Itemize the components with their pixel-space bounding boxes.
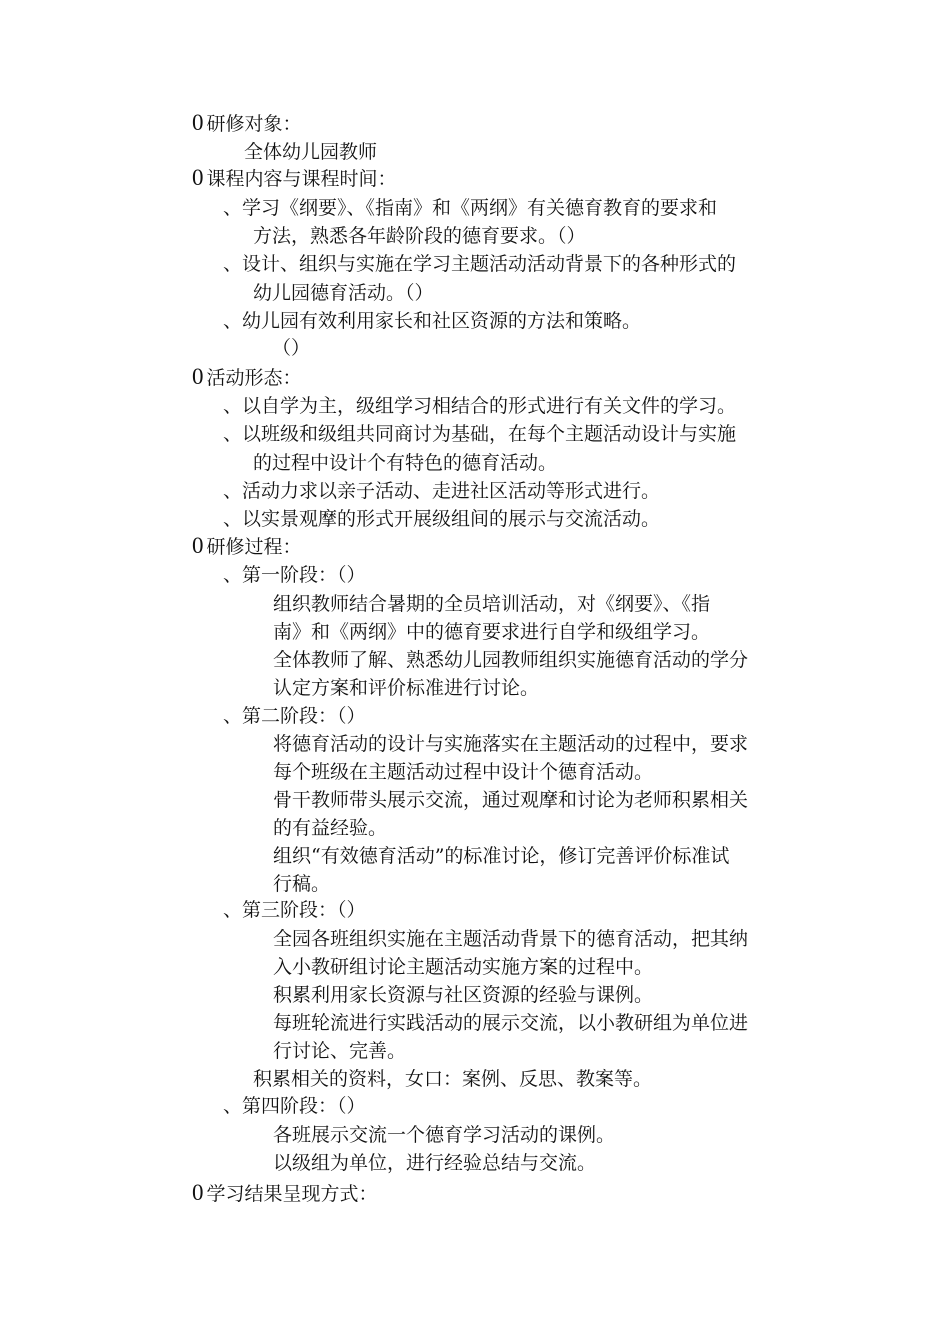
list-item: 、以实景观摩的形式开展级组间的展示与交流活动。 [223, 508, 661, 530]
list-item: 、幼儿园有效利用家长和社区资源的方法和策略。 [223, 310, 642, 332]
text-line: 入小教研组讨论主题活动实施方案的过程中。 [273, 956, 654, 978]
section-marker: 0 [192, 165, 204, 190]
section-heading-course-content [192, 165, 397, 192]
list-item: 、活动力求以亲子活动、走进社区活动等形式进行。 [223, 480, 661, 502]
text-line: 每班轮流进行实践活动的展示交流，以小教研组为单位进 [273, 1012, 749, 1034]
section-title: 学习结果呈现方式： [206, 1183, 378, 1205]
section-marker: 0 [192, 364, 204, 389]
list-item: 、以自学为主，级组学习相结合的形式进行有关文件的学习。 [223, 395, 737, 417]
text-line: 行稿。 [273, 873, 331, 895]
text-line: 认定方案和评价标准进行讨论。 [273, 677, 540, 699]
list-item: 、以班级和级组共同商讨为基础，在每个主题活动设计与实施 [223, 423, 737, 445]
stage-heading: 、第四阶段：（） [223, 1095, 366, 1117]
text-line: 组织“有效德育活动”的标准讨论，修订完善评价标准试 [273, 845, 730, 867]
list-item: 、学习《纲要》、《指南》和《两纲》有关德育教育的要求和 [223, 197, 718, 219]
text-line: 积累相关的资料，女口：案例、反思、教案等。 [253, 1068, 653, 1090]
section-heading-learning-outcomes [192, 1180, 378, 1207]
text-line: 全体幼儿园教师 [244, 141, 378, 163]
text-line: 以级组为单位，进行经验总结与交流。 [273, 1152, 597, 1174]
section-heading-activity-forms [192, 364, 302, 391]
text-line: 全体教师了解、熟悉幼儿园教师组织实施德育活动的学分 [273, 649, 749, 671]
text-line: 方法，熟悉各年龄阶段的德育要求。（） [253, 225, 586, 247]
text-line: 全园各班组织实施在主题活动背景下的德育活动，把其纳 [273, 928, 749, 950]
text-line: 积累利用家长资源与社区资源的经验与课例。 [273, 984, 654, 1006]
section-title: 课程内容与课程时间： [206, 168, 397, 190]
text-line: （） [272, 337, 311, 359]
text-line: 的有益经验。 [273, 817, 388, 839]
section-marker: 0 [192, 1180, 204, 1205]
text-line: 行讨论、完善。 [273, 1040, 407, 1062]
stage-heading: 、第三阶段：（） [223, 899, 366, 921]
stage-heading: 、第一阶段：（） [223, 564, 366, 586]
text-line: 骨干教师带头展示交流，通过观摩和讨论为老师积累相关 [273, 789, 749, 811]
section-heading-training-process [192, 533, 302, 560]
text-line: 将德育活动的设计与实施落实在主题活动的过程中，要求 [273, 733, 749, 755]
section-title: 研修对象： [206, 113, 302, 135]
text-line: 每个班级在主题活动过程中设计个德育活动。 [273, 761, 654, 783]
section-title: 活动形态： [206, 367, 302, 389]
text-line: 的过程中设计个有特色的德育活动。 [253, 452, 558, 474]
list-item: 、设计、组织与实施在学习主题活动活动背景下的各种形式的 [223, 253, 737, 275]
text-line: 南》和《两纲》中的德育要求进行自学和级组学习。 [273, 621, 711, 643]
section-title: 研修过程： [206, 536, 302, 558]
stage-heading: 、第二阶段：（） [223, 705, 366, 727]
section-heading-trainees [192, 110, 302, 137]
text-line: 组织教师结合暑期的全员培训活动，对《纲要》、《指 [273, 593, 711, 615]
text-line: 各班展示交流一个德育学习活动的课例。 [273, 1124, 616, 1146]
section-marker: 0 [192, 110, 204, 135]
section-marker: 0 [192, 533, 204, 558]
text-line: 幼儿园德育活动。（） [253, 282, 434, 304]
